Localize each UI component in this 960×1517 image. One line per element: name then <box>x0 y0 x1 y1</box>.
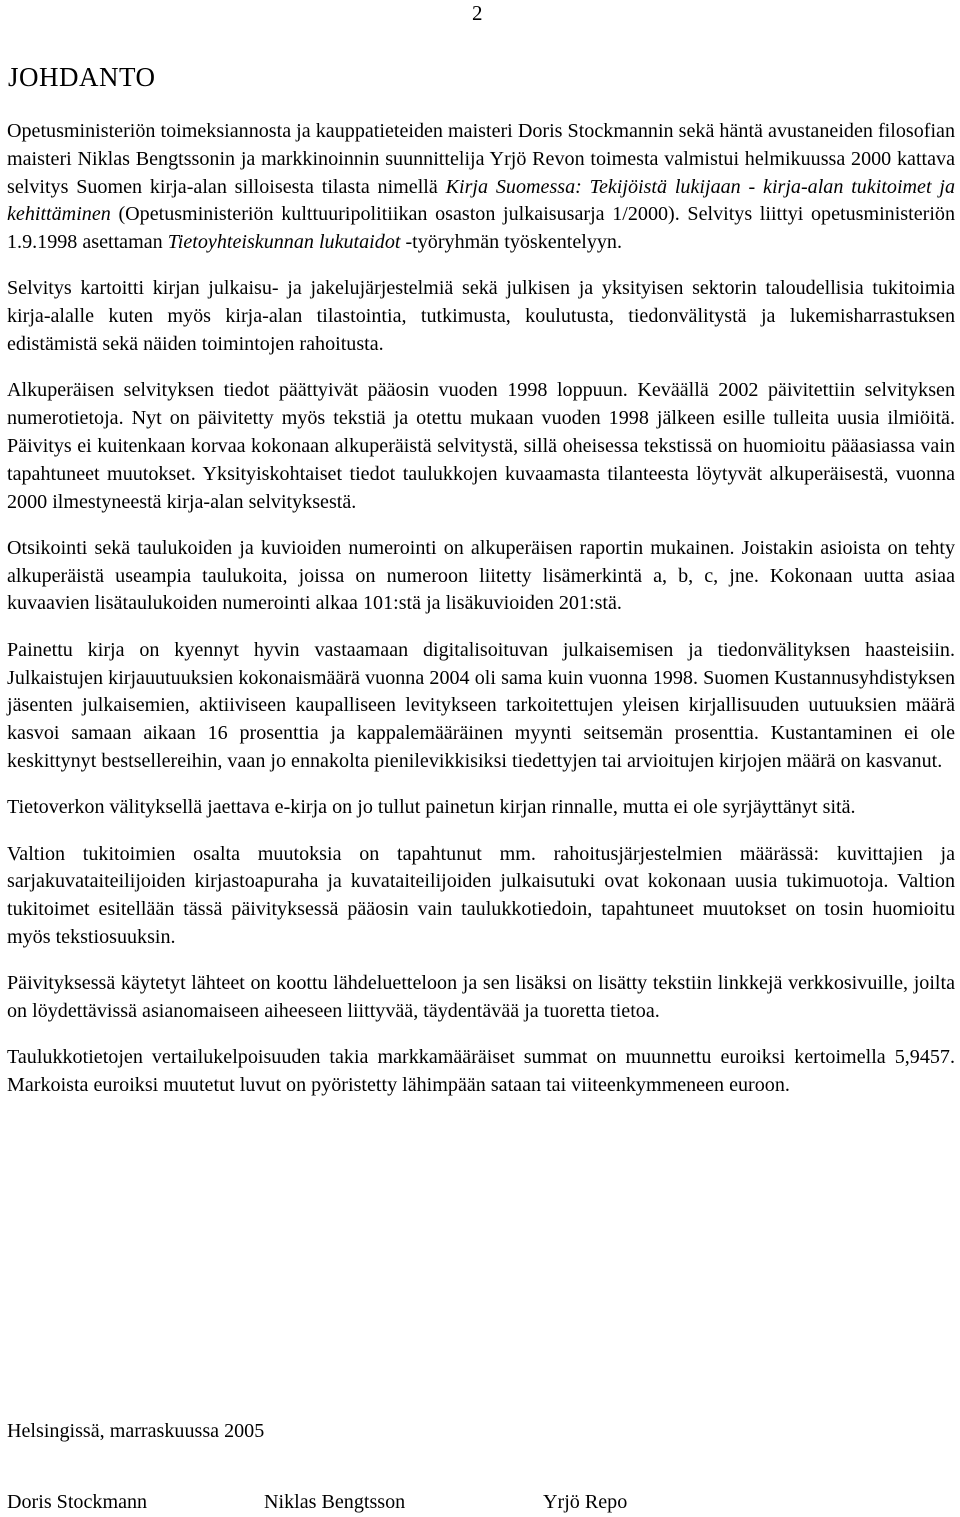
page-number: 2 <box>472 1 483 25</box>
paragraph-1 <box>7 118 955 257</box>
signatures <box>7 1489 807 1517</box>
signature-niklas-bengtsson: Niklas Bengtsson <box>264 1491 406 1513</box>
paragraph-5: Painettu kirja on kyennyt hyvin vastaamaan digitalisoituvan julkaisemisen ja tiedonvälityksen haasteisiin. Julkaistujen kirjauutuuksien kokonaismäärä vuonna 2004 oli sama kuin vuonna 1998. Suomen Kustannusyhdistyksen jäsenten julkaisemien, aktiiviseen kaupalliseen levitykseen tarkoitettujen yleisen kirjallisuuden uutuuksien määrä kasvoi samaan aikaan 16 prosenttia ja kappalemääräinen myynti seitsemän prosenttia. Kustantaminen ei ole keskittynyt bestsellereihin, vaan jo ennakolta pienilevikkisiksi tiedettyjen tai arvioitujen kirjojen määrä on kasvanut. <box>7 638 955 772</box>
paragraph-7: Valtion tukitoimien osalta muutoksia on tapahtunut mm. rahoitusjärjestelmien määrässä: kuvittajien ja sarjakuvataiteilijoiden kirjastoapuraha ja kuvataiteilijoiden julkaisutuki ovat kokonaan uusia tukimuotoja. Valtion tukitoimet esitellään tässä päivityksessä pääosin vain taulukkotiedoin, tapahtuneet muutokset on tosin huomioitu myös tekstiosuuksin. <box>7 842 955 948</box>
signature-yrjo-repo: Yrjö Repo <box>543 1491 628 1513</box>
paragraph-9: Taulukkotietojen vertailukelpoisuuden takia markkamääräiset summat on muunnettu euroiksi kertoimella 5,9457. Markoista euroiksi muutetut luvut on pyöristetty lähimpään sataan tai viiteenkymmeneen euroon. <box>7 1046 955 1097</box>
workgroup-name: Tietoyhteiskunnan lukutaidot <box>167 231 401 254</box>
paragraph-4: Otsikointi sekä taulukoiden ja kuvioiden numerointi on alkuperäisen raportin mukainen. Joistakin asioista on tehty alkuperäistä useampia taulukoita, joissa on numeroon liitetty lisämerkintä a, b, c, jne. Kokonaan uutta asiaa kuvaavien lisätaulukoiden numerointi alkaa 101:stä ja lisäkuvioiden 201:stä. <box>7 536 955 615</box>
paragraph-1-text-c: (Opetusministeriön kulttuuripolitiikan osaston julkaisusarja 1/2000). Selvitys liittyi opetusministeriön 1.9.1998 asettaman <box>7 203 955 254</box>
paragraph-2: Selvitys kartoitti kirjan julkaisu- ja jakelujärjestelmiä sekä julkisen ja yksityisen sektorin taloudellisia tukitoimia kirja-alalle kuten myös kirja-alan tilastointia, tutkimusta, koulutusta, tiedonvälitystä ja lukemisharrastuksen edistämistä sekä näiden toimintojen rahoitusta. <box>7 277 955 356</box>
paragraph-8: Päivityksessä käytetyt lähteet on koottu lähdeluetteloon ja sen lisäksi on lisätty tekstiin linkkejä verkkosivuille, joilta on löydettävissä asianomaiseen aiheeseen liittyvää, täydentävää ja tuoretta tietoa. <box>7 972 955 1023</box>
paragraph-1-text-e: -työryhmän työskentelyyn. <box>400 231 623 254</box>
book-title: Kirja Suomessa: Tekijöistä lukijaan - kirja-alan tukitoimet ja kehittäminen <box>7 175 955 226</box>
paragraph-6: Tietoverkon välityksellä jaettava e-kirja on jo tullut painetun kirjan rinnalle, mutta ei ole syrjäyttänyt sitä. <box>7 796 856 819</box>
page-title: JOHDANTO <box>8 62 156 92</box>
place-date: Helsingissä, marraskuussa 2005 <box>7 1420 265 1442</box>
document-body <box>7 118 955 1118</box>
paragraph-1-text-a: Opetusministeriön toimeksiannosta ja kauppatieteiden maisteri Doris Stockmannin sekä häntä avustaneiden filosofian maisteri Niklas Bengtssonin ja markkinoinnin suunnittelija Yrjö Revon toimesta valmistui helmikuussa 2000 kattava selvitys Suomen kirja-alan silloisesta tilasta nimellä <box>7 120 955 198</box>
paragraph-3: Alkuperäisen selvityksen tiedot päättyivät pääosin vuoden 1998 loppuun. Keväällä 2002 päivitettiin selvityksen numerotietoja. Nyt on päivitetty myös tekstiä ja otettu mukaan vuoden 1998 jälkeen esille tulleita uusia ilmiöitä. Päivitys ei kuitenkaan korvaa kokonaan alkuperäistä selvitystä, sillä oheisessa tekstissä on huomioitu pääasiassa vain tapahtuneet muutokset. Yksityiskohtaiset tiedot taulukkojen kuvaamasta tilanteesta löytyvät alkuperäisestä, vuonna 2000 ilmestyneestä kirja-alan selvityksestä. <box>7 379 955 513</box>
signature-doris-stockmann: Doris Stockmann <box>7 1491 148 1513</box>
